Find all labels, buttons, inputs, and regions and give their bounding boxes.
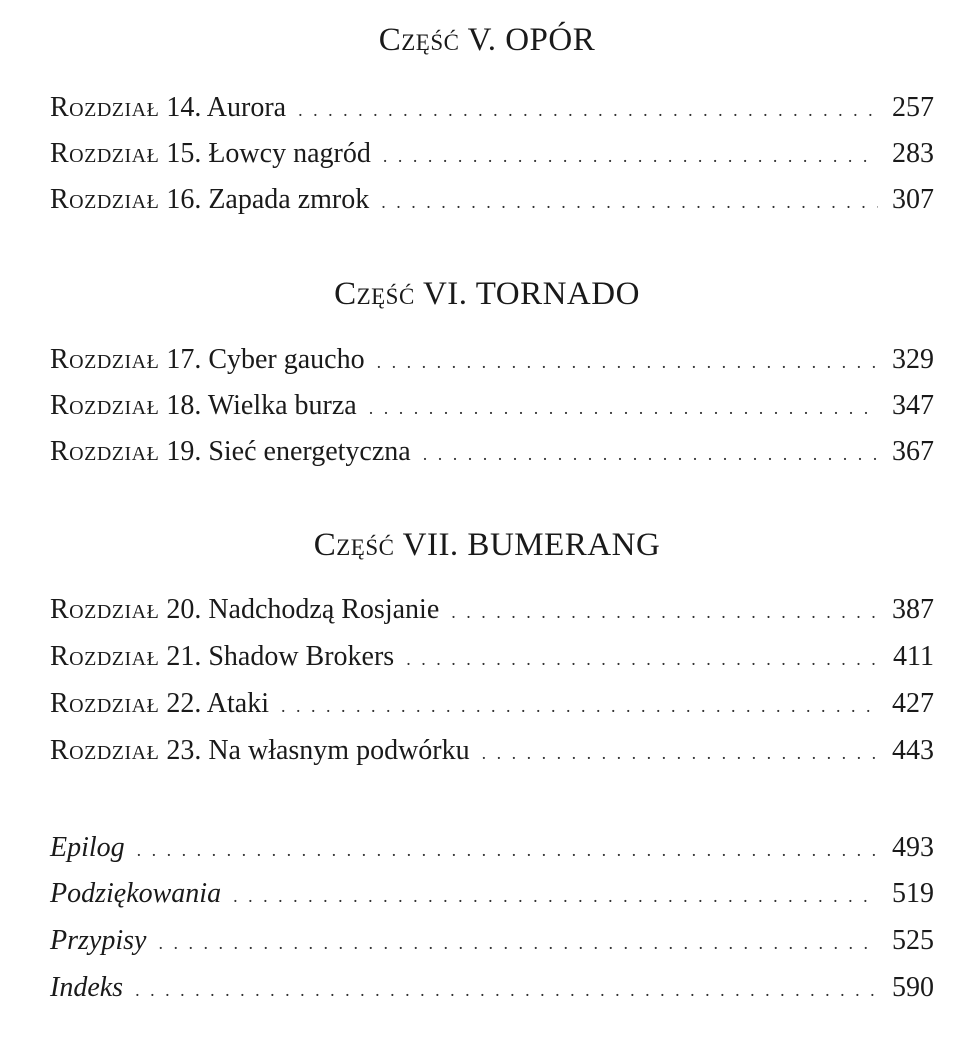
page-number: 590 [892, 972, 934, 1003]
part-heading [0, 22, 974, 59]
leader-dots [137, 830, 878, 870]
chapter-prefix: Rozdział [50, 138, 160, 169]
leader-dots [158, 923, 878, 963]
back-matter-title: Przypisy [50, 925, 147, 956]
page-number: 443 [892, 735, 934, 766]
page-number: 283 [892, 138, 934, 169]
chapter-prefix: Rozdział [50, 344, 160, 375]
page-number: 367 [892, 436, 934, 467]
toc-entry [50, 340, 934, 380]
toc-entry [50, 731, 934, 771]
page-number: 257 [892, 92, 934, 123]
part-heading-title: VI. TORNADO [414, 276, 640, 312]
part-heading-title: VII. BUMERANG [394, 527, 661, 563]
page-number: 411 [893, 641, 934, 672]
toc-entry-label [50, 590, 439, 630]
chapter-title: 14. Aurora [159, 92, 287, 123]
chapter-title: 22. Ataki [159, 688, 269, 719]
toc-entry-back-matter [50, 921, 934, 961]
back-matter-title: Epilog [50, 832, 125, 863]
chapter-prefix: Rozdział [50, 92, 160, 123]
chapter-prefix: Rozdział [50, 184, 160, 215]
toc-entry [50, 590, 934, 630]
leader-dots [383, 136, 878, 176]
chapter-prefix: Rozdział [50, 641, 160, 672]
toc-entry [50, 134, 934, 174]
toc-entry [50, 637, 934, 677]
page-number: 387 [892, 594, 934, 625]
chapter-title: 15. Łowcy nagród [159, 138, 371, 169]
leader-dots [135, 970, 878, 1010]
chapter-prefix: Rozdział [50, 594, 160, 625]
part-heading-prefix: Część [334, 276, 415, 312]
leader-dots [298, 90, 878, 130]
toc-entry-label [50, 731, 470, 771]
toc-entry [50, 180, 934, 220]
chapter-prefix: Rozdział [50, 688, 160, 719]
toc-entry-back-matter [50, 874, 934, 914]
chapter-title: 18. Wielka burza [159, 390, 357, 421]
leader-dots [406, 639, 879, 679]
chapter-prefix: Rozdział [50, 436, 160, 467]
chapter-title: 21. Shadow Brokers [159, 641, 395, 672]
toc-entry-label [50, 432, 411, 472]
page-number: 519 [892, 878, 934, 909]
part-heading [0, 527, 974, 564]
leader-dots [451, 592, 878, 632]
chapter-title: 16. Zapada zmrok [159, 184, 370, 215]
toc-entry-label [50, 386, 357, 426]
leader-dots [482, 733, 878, 773]
chapter-title: 19. Sieć energetyczna [159, 436, 411, 467]
chapter-title: 17. Cyber gaucho [159, 344, 365, 375]
page-number: 525 [892, 925, 934, 956]
back-matter-title: Indeks [50, 972, 124, 1003]
leader-dots [381, 182, 878, 222]
page-number: 347 [892, 390, 934, 421]
leader-dots [423, 434, 878, 474]
toc-entry [50, 432, 934, 472]
leader-dots [369, 388, 878, 428]
part-heading-title: V. OPÓR [459, 22, 596, 58]
toc-entry [50, 684, 934, 724]
part-heading-prefix: Część [313, 527, 395, 563]
toc-entry-label [50, 88, 286, 128]
toc-entry-label [50, 340, 365, 380]
page-number: 307 [892, 184, 934, 215]
part-heading [0, 276, 974, 313]
chapter-title: 20. Nadchodzą Rosjanie [159, 594, 440, 625]
back-matter-title: Podziękowania [50, 878, 222, 909]
chapter-prefix: Rozdział [50, 390, 160, 421]
toc-entry-label [50, 180, 369, 220]
chapter-prefix: Rozdział [50, 735, 160, 766]
leader-dots [281, 686, 878, 726]
leader-dots [233, 876, 878, 916]
toc-entry-back-matter [50, 968, 934, 1008]
page-number: 329 [892, 344, 934, 375]
toc-entry-label [50, 637, 394, 677]
toc-entry-label [50, 684, 269, 724]
leader-dots [377, 342, 878, 382]
toc-entry [50, 88, 934, 128]
page-number: 493 [892, 832, 934, 863]
toc-entry [50, 386, 934, 426]
page-number: 427 [892, 688, 934, 719]
chapter-title: 23. Na własnym podwórku [159, 735, 470, 766]
part-heading-prefix: Część [378, 22, 460, 58]
toc-entry-back-matter [50, 828, 934, 868]
toc-entry-label [50, 134, 371, 174]
